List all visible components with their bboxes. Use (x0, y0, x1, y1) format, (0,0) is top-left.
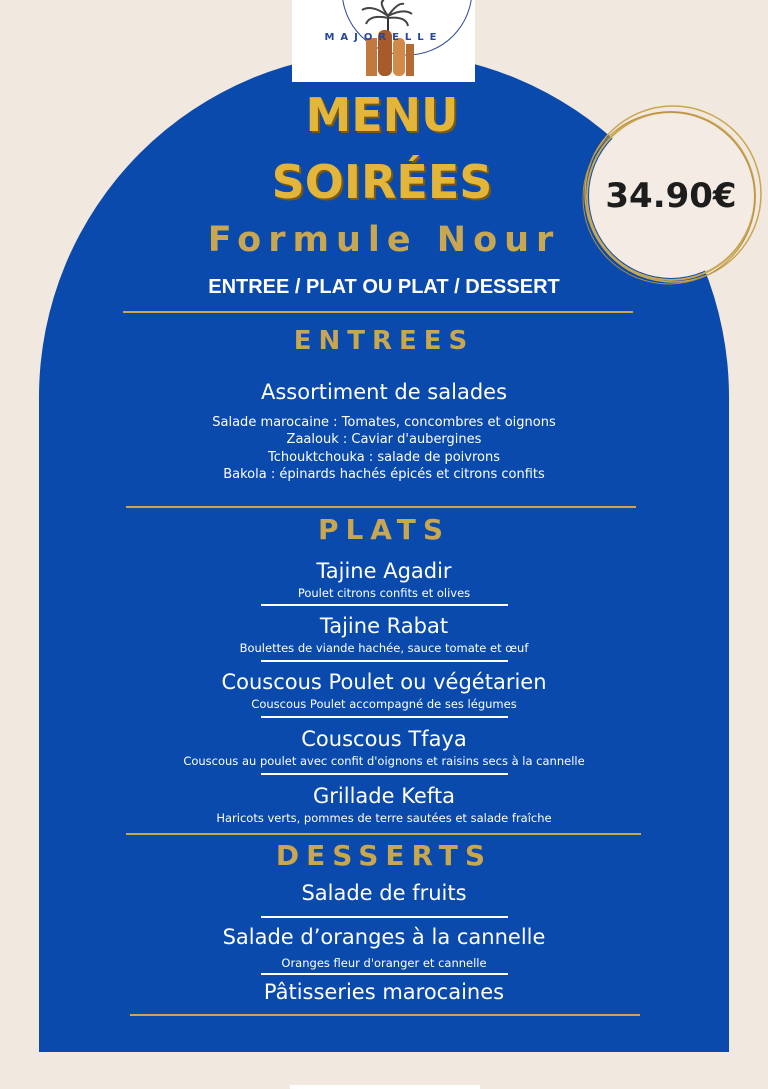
divider (126, 506, 636, 508)
logo-text: MAJORELLE (324, 32, 443, 43)
section-entrees-heading: ENTREES (293, 326, 475, 356)
dish-description: Poulet citrons confits et olives (297, 586, 471, 600)
divider (123, 311, 633, 313)
dish-name: Couscous Poulet ou végétarien (221, 670, 547, 694)
menu-subtitle-soirees: SOIRÉES (271, 155, 493, 209)
divider (261, 660, 508, 662)
dish-name: Couscous Tfaya (301, 727, 467, 751)
divider (261, 716, 508, 718)
dish-description: Salade marocaine : Tomates, concombres et oignons (212, 415, 556, 430)
dish-description: Couscous Poulet accompagné de ses légumes (251, 697, 517, 711)
dish-name: Salade de fruits (301, 881, 467, 905)
dish-description: Tchouktchouka : salade de poivrons (267, 450, 501, 465)
section-plats-heading: PLATS (317, 513, 451, 546)
dish-name: Tajine Agadir (316, 559, 452, 583)
price-text: 34.90€ (605, 176, 737, 216)
dish-name: Tajine Rabat (319, 614, 449, 638)
menu-title: MENU (305, 88, 459, 142)
formula-name: Formule Nour (207, 220, 561, 260)
dish-description: Boulettes de viande hachée, sauce tomate et œuf (239, 641, 529, 655)
dish-description: Haricots verts, pommes de terre sautées et salade fraîche (216, 811, 552, 825)
section-desserts-heading: DESSERTS (275, 839, 493, 872)
logo (292, 0, 475, 82)
footer-bar (290, 1085, 480, 1089)
price-badge (578, 103, 764, 289)
divider (126, 833, 641, 835)
dish-description: Oranges fleur d'oranger et cannelle (281, 956, 487, 970)
dish-name: Assortiment de salades (260, 380, 508, 404)
divider (261, 604, 508, 606)
dish-name: Pâtisseries marocaines (263, 980, 505, 1004)
dish-name: Grillade Kefta (313, 784, 455, 808)
dish-name: Salade d’oranges à la cannelle (222, 925, 546, 949)
divider (261, 916, 508, 918)
dish-description: Bakola : épinards hachés épicés et citrons confits (223, 467, 545, 482)
dish-description: Zaalouk : Caviar d'aubergines (286, 432, 482, 447)
divider (130, 1014, 640, 1016)
dish-description: Couscous au poulet avec confit d'oignons et raisins secs à la cannelle (183, 754, 585, 768)
divider (261, 973, 508, 975)
formula-structure: ENTREE / PLAT OU PLAT / DESSERT (208, 276, 560, 298)
divider (261, 773, 508, 775)
